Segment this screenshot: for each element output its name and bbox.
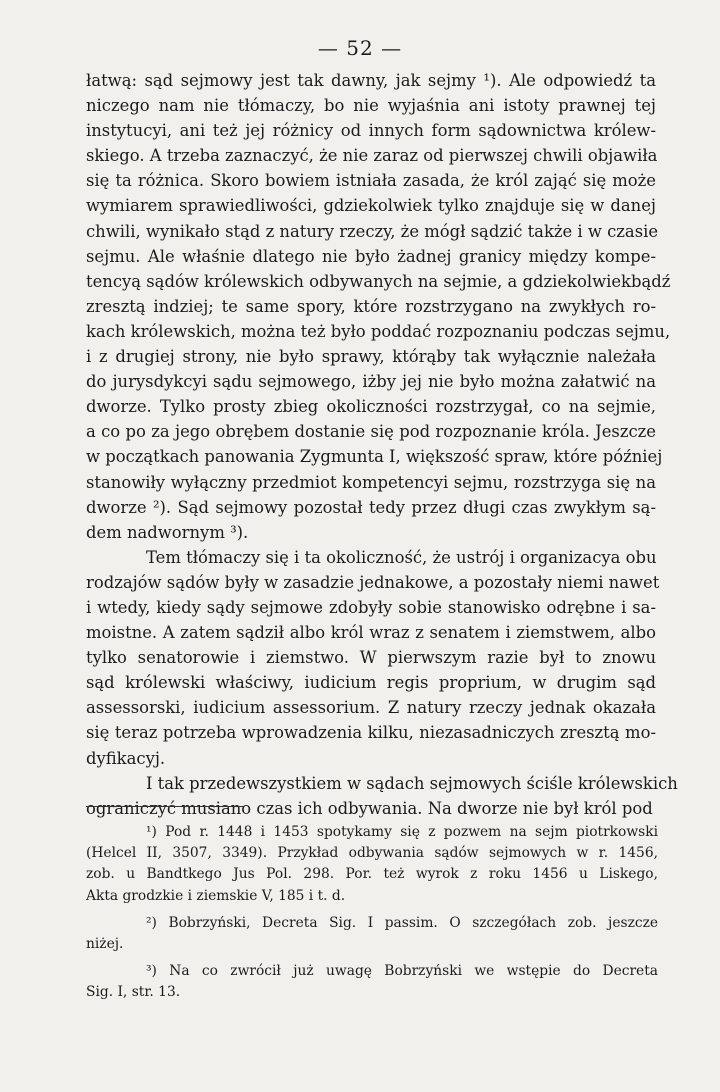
footnotes xyxy=(86,822,658,1004)
body-text xyxy=(86,68,678,821)
footnote xyxy=(86,961,658,1003)
text-line: a co po za jego obrębem dostanie się pod rozpoznanie króla. Jeszcze xyxy=(86,422,656,442)
text-line: tencyą sądów królewskich odbywanych na sejmie, a gdziekolwiekbądź xyxy=(86,271,671,291)
text-line: moistne. A zatem sądził albo król wraz z senatem i ziemstwem, albo xyxy=(86,623,656,643)
text-line: się ta różnica. Skoro bowiem istniała zasada, że król zająć się może xyxy=(86,171,656,191)
text-line: sąd królewski właściwy, iudicium regis proprium, w drugim sąd xyxy=(86,673,656,693)
text-line: zresztą indziej; te same spory, które rozstrzygano na zwykłych ro- xyxy=(86,296,656,316)
text-line: łatwą: sąd sejmowy jest tak dawny, jak sejmy ¹). Ale odpowiedź ta xyxy=(86,71,656,90)
text-line: i z drugiej strony, nie było sprawy, którąby tak wyłącznie należała xyxy=(86,347,656,367)
text-line: dworze ²). Sąd sejmowy pozostał tedy przez długi czas zwykłym są- xyxy=(86,497,656,517)
text-line: niczego nam nie tłómaczy, bo nie wyjaśnia ani istoty prawnej tej xyxy=(86,96,656,116)
text-line: kach królewskich, można też było poddać rozpoznaniu podczas sejmu, xyxy=(86,321,671,341)
footnote-line: ¹) Pod r. 1448 i 1453 spotykamy się z pozwem na sejm piotrkowski xyxy=(146,824,658,840)
text-line: Tem tłómaczy się i ta okoliczność, że ustrój i organizacya obu xyxy=(146,547,657,567)
footnote-line: Sig. I, str. 13. xyxy=(86,984,181,1001)
footnote xyxy=(86,822,658,907)
text-line: stanowiły wyłączny przedmiot kompetencyi sejmu, rozstrzyga się na xyxy=(86,472,656,492)
text-line: tylko senatorowie i ziemstwo. W pierwszym razie był to znowu xyxy=(86,648,656,668)
text-line: skiego. A trzeba zaznaczyć, że nie zaraz od pierwszej chwili objawiła xyxy=(86,146,658,166)
text-line: chwili, wynikało stąd z natury rzeczy, że mógł sądzić także i w czasie xyxy=(86,221,659,241)
footnote xyxy=(86,913,658,955)
footnote-line: ²) Bobrzyński, Decreta Sig. I passim. O szczegółach zob. jeszcze xyxy=(146,914,658,931)
text-line: się teraz potrzeba wprowadzenia kilku, niezasadniczych zresztą mo- xyxy=(86,723,656,743)
text-line: I tak przedewszystkiem w sądach sejmowych ściśle królewskich xyxy=(146,773,678,793)
text-line: dem nadwornym ³). xyxy=(86,522,249,542)
footnote-separator xyxy=(86,806,244,807)
text-line: rodzajów sądów były w zasadzie jednakowe, a pozostały niemi nawet xyxy=(86,572,660,592)
text-line: dworze. Tylko prosty zbieg okoliczności rozstrzygał, co na sejmie, xyxy=(86,397,656,417)
text-line: wymiarem sprawiedliwości, gdziekolwiek tylko znajduje się w danej xyxy=(86,196,656,216)
page-number: — 52 — xyxy=(317,36,403,60)
text-line: do jurysdykcyi sądu sejmowego, iżby jej nie było można załatwić na xyxy=(86,372,656,392)
footnote-line: (Helcel II, 3507, 3349). Przykład odbywania sądów sejmowych w r. 1456, xyxy=(86,845,658,862)
text-line: sejmu. Ale właśnie dlatego nie było żadnej granicy między kompe- xyxy=(86,246,656,266)
footnote-line: Akta grodzkie i ziemskie V, 185 i t. d. xyxy=(86,887,346,904)
text-line: dyfikacyj. xyxy=(86,748,166,768)
text-line: i wtedy, kiedy sądy sejmowe zdobyły sobie stanowisko odrębne i sa- xyxy=(86,597,656,617)
footnote-line: zob. u Bandtkego Jus Pol. 298. Por. też wyrok z roku 1456 u Liskego, xyxy=(86,866,658,883)
text-line: ograniczyć musiano czas ich odbywania. Na dworze nie był król pod xyxy=(86,798,653,818)
text-line: instytucyi, ani też jej różnicy od innych form sądownictwa królew- xyxy=(86,121,656,141)
footnote-line: niżej. xyxy=(86,935,124,952)
text-line: assessorski, iudicium assessorium. Z natury rzeczy jednak okazała xyxy=(86,698,656,718)
text-line: w początkach panowania Zygmunta I, większość spraw, które później xyxy=(86,447,663,467)
footnote-line: ³) Na co zwrócił już uwagę Bobrzyński we wstępie do Decreta xyxy=(146,963,658,980)
